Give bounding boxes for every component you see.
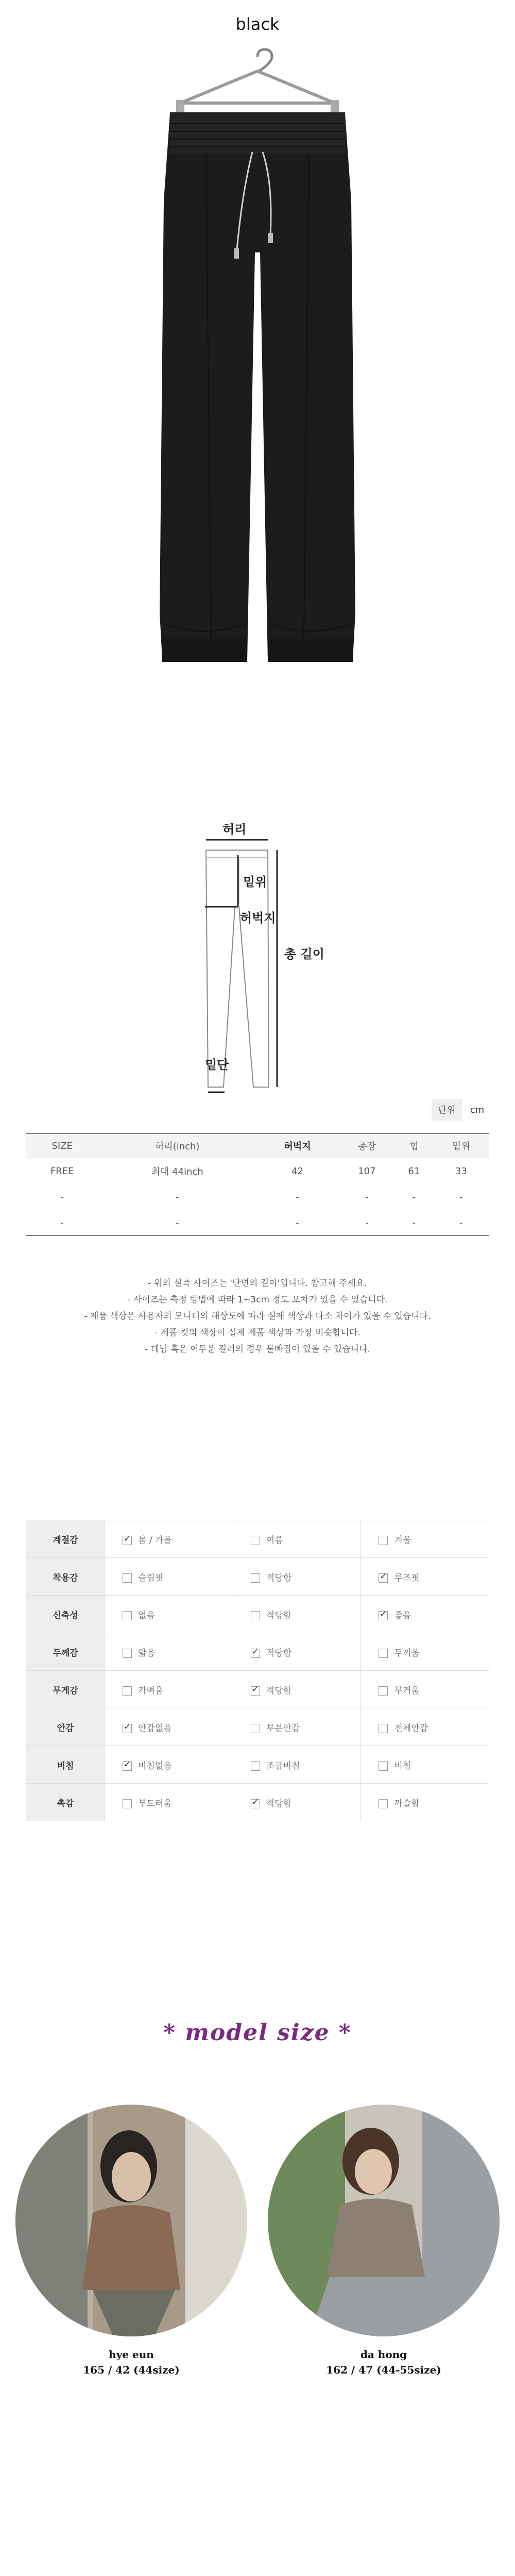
- size-table-header: 총장: [339, 1134, 395, 1158]
- attribute-row: [26, 1633, 489, 1671]
- diagram-label-waist: 허리: [222, 822, 247, 837]
- unchecked-checkbox-icon: [251, 1611, 260, 1620]
- attribute-option: [105, 1746, 233, 1784]
- table-row: [26, 1210, 489, 1236]
- unchecked-checkbox-icon: [379, 1761, 388, 1771]
- attribute-option: [105, 1671, 233, 1708]
- model-size: 165 / 42 (44size): [83, 2364, 180, 2376]
- checked-checkbox-icon: [379, 1611, 388, 1620]
- checked-checkbox-icon: [379, 1573, 388, 1583]
- attribute-name: 촉감: [26, 1784, 105, 1821]
- attribute-name: 안감: [26, 1708, 105, 1746]
- attribute-option-label: 까슬함: [394, 1798, 420, 1809]
- product-photo: [149, 46, 366, 670]
- model-name: da hong: [360, 2348, 407, 2361]
- checked-checkbox-icon: [251, 1649, 260, 1658]
- size-table: [26, 1133, 489, 1236]
- table-cell: -: [296, 1191, 299, 1202]
- attribute-option: [233, 1520, 361, 1558]
- attribute-option: [233, 1558, 361, 1596]
- attribute-option: [105, 1558, 233, 1596]
- attribute-row: [26, 1784, 489, 1821]
- diagram-label-thigh: 허벅지: [240, 911, 276, 925]
- table-cell: FREE: [50, 1165, 74, 1177]
- unchecked-checkbox-icon: [251, 1761, 260, 1771]
- attribute-option: [105, 1633, 233, 1671]
- unchecked-checkbox-icon: [379, 1649, 388, 1658]
- unchecked-checkbox-icon: [379, 1799, 388, 1808]
- attribute-option-label: 비침없음: [138, 1760, 172, 1771]
- note-line: - 데님 혹은 어두운 컬러의 경우 물빠짐이 있을 수 있습니다.: [145, 1344, 370, 1354]
- model-caption: [268, 2347, 500, 2378]
- table-cell: -: [26, 1210, 98, 1236]
- table-cell: -: [175, 1191, 179, 1202]
- table-cell: -: [433, 1210, 489, 1236]
- checked-checkbox-icon: [123, 1761, 132, 1771]
- attribute-option: [105, 1708, 233, 1746]
- attribute-option-label: 적당함: [266, 1572, 292, 1583]
- attribute-name: 계절감: [26, 1520, 105, 1558]
- attribute-option-label: 적당함: [266, 1648, 292, 1658]
- size-notes: [0, 1275, 515, 1358]
- model-size-title: * model size *: [163, 2020, 352, 2046]
- size-diagram: [196, 819, 330, 1097]
- attribute-option-label: 무거움: [394, 1685, 420, 1696]
- checked-checkbox-icon: [251, 1799, 260, 1808]
- attribute-table: [26, 1520, 489, 1821]
- unit-label: 단위: [432, 1099, 462, 1121]
- attribute-row: [26, 1520, 489, 1558]
- attribute-option: [233, 1746, 361, 1784]
- attribute-option-label: 루즈핏: [394, 1572, 420, 1583]
- diagram-label-hem: 밑단: [205, 1058, 229, 1072]
- attribute-option-label: 슬림핏: [138, 1572, 164, 1583]
- attribute-option-label: 적당함: [266, 1610, 292, 1621]
- color-label: black: [235, 14, 280, 34]
- table-cell: -: [339, 1210, 395, 1236]
- checked-checkbox-icon: [251, 1686, 260, 1696]
- attribute-option-label: 좋음: [394, 1610, 411, 1621]
- attribute-option: [233, 1671, 361, 1708]
- attribute-option: [233, 1633, 361, 1671]
- attribute-option-label: 두꺼움: [394, 1648, 420, 1658]
- attribute-option: [361, 1520, 489, 1558]
- table-cell: 107: [358, 1165, 376, 1177]
- attribute-name: 비침: [26, 1746, 105, 1784]
- attribute-option-label: 얇음: [138, 1648, 155, 1658]
- attribute-option: [105, 1596, 233, 1633]
- diagram-label-rise: 밑위: [243, 875, 267, 889]
- unchecked-checkbox-icon: [251, 1536, 260, 1545]
- attribute-option: [233, 1784, 361, 1821]
- attribute-option: [361, 1708, 489, 1746]
- attribute-option-label: 적당함: [266, 1798, 292, 1809]
- attribute-option-label: 안감없음: [138, 1723, 172, 1734]
- attribute-option-label: 봄 / 가을: [138, 1535, 172, 1546]
- table-cell: -: [60, 1191, 64, 1202]
- attribute-option-label: 여름: [266, 1535, 283, 1546]
- attribute-option: [105, 1520, 233, 1558]
- attribute-option: [361, 1784, 489, 1821]
- attribute-option: [361, 1558, 489, 1596]
- size-table-header: SIZE: [26, 1134, 98, 1158]
- table-cell: -: [459, 1191, 463, 1202]
- attribute-option: [361, 1633, 489, 1671]
- attribute-option: [361, 1596, 489, 1633]
- checked-checkbox-icon: [123, 1724, 132, 1733]
- attribute-name: 무게감: [26, 1671, 105, 1708]
- attribute-option-label: 전체안감: [394, 1723, 428, 1734]
- table-cell: -: [395, 1210, 433, 1236]
- attribute-option: [233, 1596, 361, 1633]
- table-cell: -: [412, 1191, 416, 1202]
- attribute-option-label: 적당함: [266, 1685, 292, 1696]
- attribute-option: [233, 1708, 361, 1746]
- table-cell: 61: [408, 1165, 420, 1177]
- attribute-name: 두께감: [26, 1633, 105, 1671]
- attribute-row: [26, 1596, 489, 1633]
- note-line: - 제품 색상은 사용자의 모니터의 해상도에 따라 실제 색상과 다소 차이가 있을 수 있습니다.: [84, 1311, 431, 1321]
- model-photo: [268, 2105, 500, 2336]
- attribute-name: 신축성: [26, 1596, 105, 1633]
- unchecked-checkbox-icon: [123, 1649, 132, 1658]
- attribute-option: [105, 1784, 233, 1821]
- unchecked-checkbox-icon: [123, 1573, 132, 1583]
- attribute-option-label: 가벼움: [138, 1685, 164, 1696]
- table-cell: -: [365, 1191, 369, 1202]
- attribute-option-label: 없음: [138, 1610, 155, 1621]
- model-name: hye eun: [109, 2348, 154, 2361]
- attribute-name: 착용감: [26, 1558, 105, 1596]
- unchecked-checkbox-icon: [123, 1799, 132, 1808]
- unit-indicator: [432, 1099, 484, 1121]
- note-line: - 위의 실측 사이즈는 '단면의 길이'입니다. 참고해 주세요.: [148, 1278, 367, 1289]
- table-cell: -: [98, 1210, 256, 1236]
- model-caption: [15, 2347, 247, 2378]
- size-table-header: 힙: [395, 1134, 433, 1158]
- model-photo: [15, 2105, 247, 2336]
- unchecked-checkbox-icon: [251, 1724, 260, 1733]
- hanger-icon: [176, 49, 339, 121]
- note-line: - 사이즈는 측정 방법에 따라 1~3cm 정도 오차가 있을 수 있습니다.: [127, 1295, 388, 1305]
- attribute-option-label: 겨울: [394, 1535, 411, 1546]
- attribute-option-label: 부드러움: [138, 1798, 172, 1809]
- size-table-header-row: [26, 1134, 489, 1158]
- attribute-row: [26, 1558, 489, 1596]
- unchecked-checkbox-icon: [251, 1573, 260, 1583]
- attribute-option-label: 비침: [394, 1760, 411, 1771]
- attribute-row: [26, 1671, 489, 1708]
- table-cell: -: [256, 1210, 339, 1236]
- attribute-option: [361, 1746, 489, 1784]
- unchecked-checkbox-icon: [379, 1686, 388, 1696]
- table-row: [26, 1158, 489, 1184]
- unchecked-checkbox-icon: [379, 1724, 388, 1733]
- attribute-row: [26, 1746, 489, 1784]
- attribute-option: [361, 1671, 489, 1708]
- unchecked-checkbox-icon: [123, 1611, 132, 1620]
- model-size: 162 / 47 (44-55size): [326, 2364, 441, 2376]
- note-line: - 제품 컷의 색상이 실제 제품 색상과 가장 비슷합니다.: [154, 1328, 360, 1338]
- attribute-row: [26, 1708, 489, 1746]
- size-table-header: 허벅지: [256, 1134, 339, 1158]
- attribute-option-label: 부분안감: [266, 1723, 300, 1734]
- attribute-option-label: 조금비침: [266, 1760, 300, 1771]
- table-cell: 33: [455, 1165, 467, 1177]
- unit-value: cm: [470, 1104, 485, 1115]
- table-row: [26, 1184, 489, 1210]
- unchecked-checkbox-icon: [123, 1686, 132, 1696]
- size-table-header: 허리(inch): [98, 1134, 256, 1158]
- checked-checkbox-icon: [123, 1536, 132, 1545]
- table-cell: 42: [291, 1165, 303, 1177]
- diagram-label-total-length: 총 길이: [284, 947, 324, 961]
- table-cell: 최대 44inch: [151, 1166, 203, 1177]
- unchecked-checkbox-icon: [379, 1536, 388, 1545]
- size-table-header: 밑위: [433, 1134, 489, 1158]
